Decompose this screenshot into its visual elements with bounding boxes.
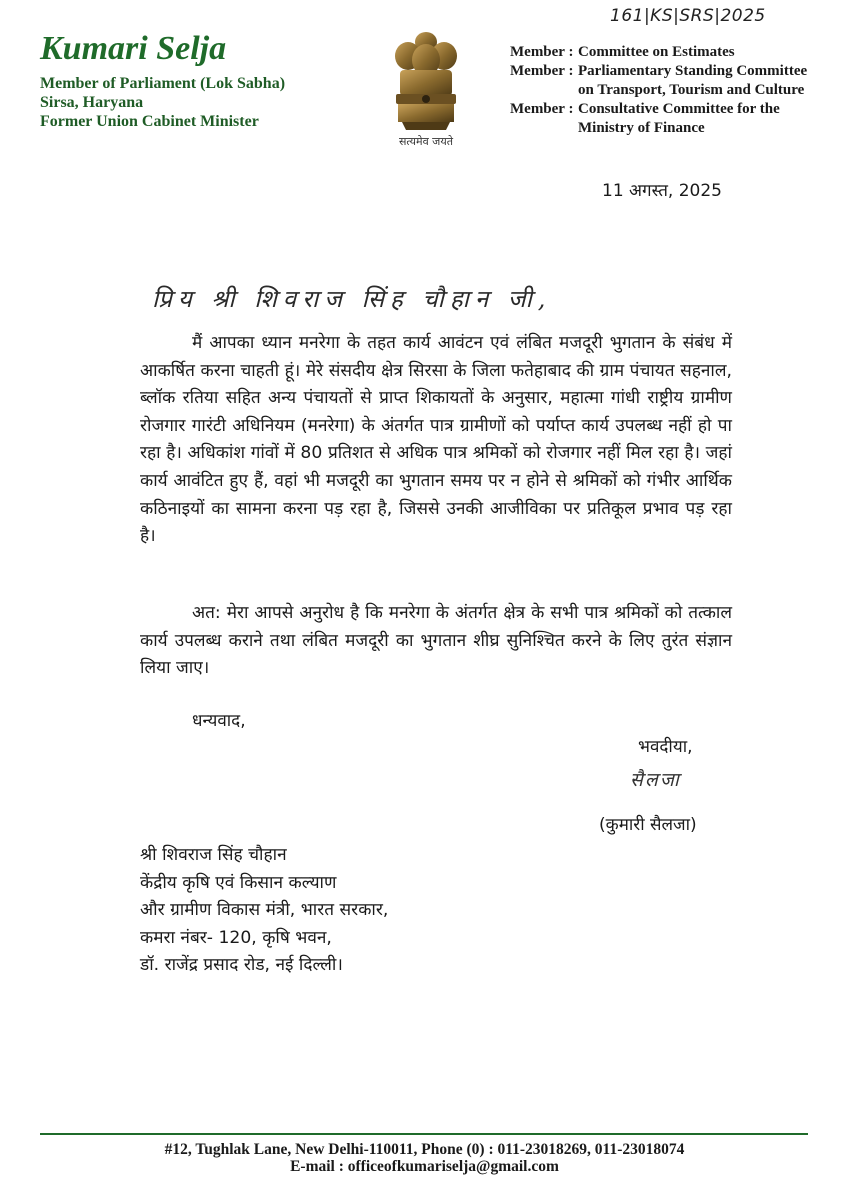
closing-line: भवदीया, [638, 737, 693, 757]
footer-divider [40, 1133, 808, 1135]
membership-text: Consultative Committee for the [578, 101, 780, 117]
committee-memberships [510, 43, 807, 138]
membership-text: on Transport, Tourism and Culture [578, 82, 805, 98]
sender-former-role: Former Union Cabinet Minister [40, 113, 259, 130]
sender-name: Kumari Selja [40, 30, 227, 67]
addressee-line: और ग्रामीण विकास मंत्री, भारत सरकार, [140, 900, 389, 920]
national-emblem-icon [388, 26, 464, 136]
footer-email: E-mail : officeofkumariselja@gmail.com [290, 1158, 559, 1175]
letter-date: 11 अगस्त, 2025 [602, 181, 722, 201]
membership-label: Member : [510, 101, 574, 117]
membership-label: Member : [510, 63, 574, 79]
membership-text: Ministry of Finance [578, 120, 705, 136]
reference-number: 161|KS|SRS|2025 [610, 6, 766, 26]
membership-text: Committee on Estimates [578, 44, 735, 60]
signatory-name: (कुमारी सैलजा) [599, 815, 697, 835]
membership-label: Member : [510, 44, 574, 60]
body-paragraph-1: मैं आपका ध्यान मनरेगा के तहत कार्य आवंटन एवं लंबित मजदूरी भुगतान के संबंध में आकर्षित करना चाहती हूं। मेरे संसदीय क्षेत्र सिरसा के जिला फतेहाबाद की ग्राम पंचायत सहनाल, ब्लॉक रतिया सहित अन्य पंचायतों से प्राप्त शिकायतों के अनुसार, महात्मा गांधी राष्ट्रीय ग्रामीण रोजगार गारंटी अधिनियम (मनरेगा) के अंतर्गत पात्र ग्रामीणों को पर्याप्त कार्य उपलब्ध नहीं हो पा रहा है। अधिकांश गांवों में 80 प्रतिशत से अधिक पात्र श्रमिकों को रोजगार नहीं मिल रहा है। जहां कार्य आवंटित हुए हैं, वहां भी मजदूरी का भुगतान समय पर न होने से श्रमिकों को गंभीर आर्थिक कठिनाइयों का सामना करना पड़ रहा है, जिससे उनकी आजीविका पर प्रतिकूल प्रभाव पड़ रहा है। [140, 333, 732, 547]
sender-designation: Member of Parliament (Lok Sabha) [40, 75, 286, 92]
membership-row [510, 43, 807, 62]
sender-details [40, 74, 285, 131]
footer-address: #12, Tughlak Lane, New Delhi-110011, Phone (0) : 011-23018269, 011-23018074 [164, 1141, 685, 1158]
addressee-line: श्री शिवराज सिंह चौहान [140, 845, 287, 865]
salutation: प्रिय श्री शिवराज सिंह चौहान जी, [152, 285, 552, 313]
addressee-line: कमरा नंबर- 120, कृषि भवन, [140, 927, 332, 948]
addressee-block [140, 842, 388, 980]
membership-row [510, 100, 807, 138]
addressee-line: डॉ. राजेंद्र प्रसाद रोड, नई दिल्ली। [140, 955, 343, 975]
body-paragraph-2: अत: मेरा आपसे अनुरोध है कि मनरेगा के अंतर्गत क्षेत्र के सभी पात्र श्रमिकों को तत्काल कार्य उपलब्ध कराने तथा लंबित मजदूरी का भुगतान शीघ्र सुनिश्चित करने के लिए तुरंत संज्ञान लिया जाए। [140, 603, 732, 679]
sender-constituency: Sirsa, Haryana [40, 94, 144, 111]
emblem-motto: सत्यमेव जयते [398, 135, 453, 148]
thanks-line: धन्यवाद, [192, 711, 246, 731]
addressee-line: केंद्रीय कृषि एवं किसान कल्याण [140, 872, 337, 893]
handwritten-signature: सैलजा [630, 769, 681, 791]
membership-text: Parliamentary Standing Committee [578, 63, 808, 79]
membership-row [510, 62, 807, 100]
